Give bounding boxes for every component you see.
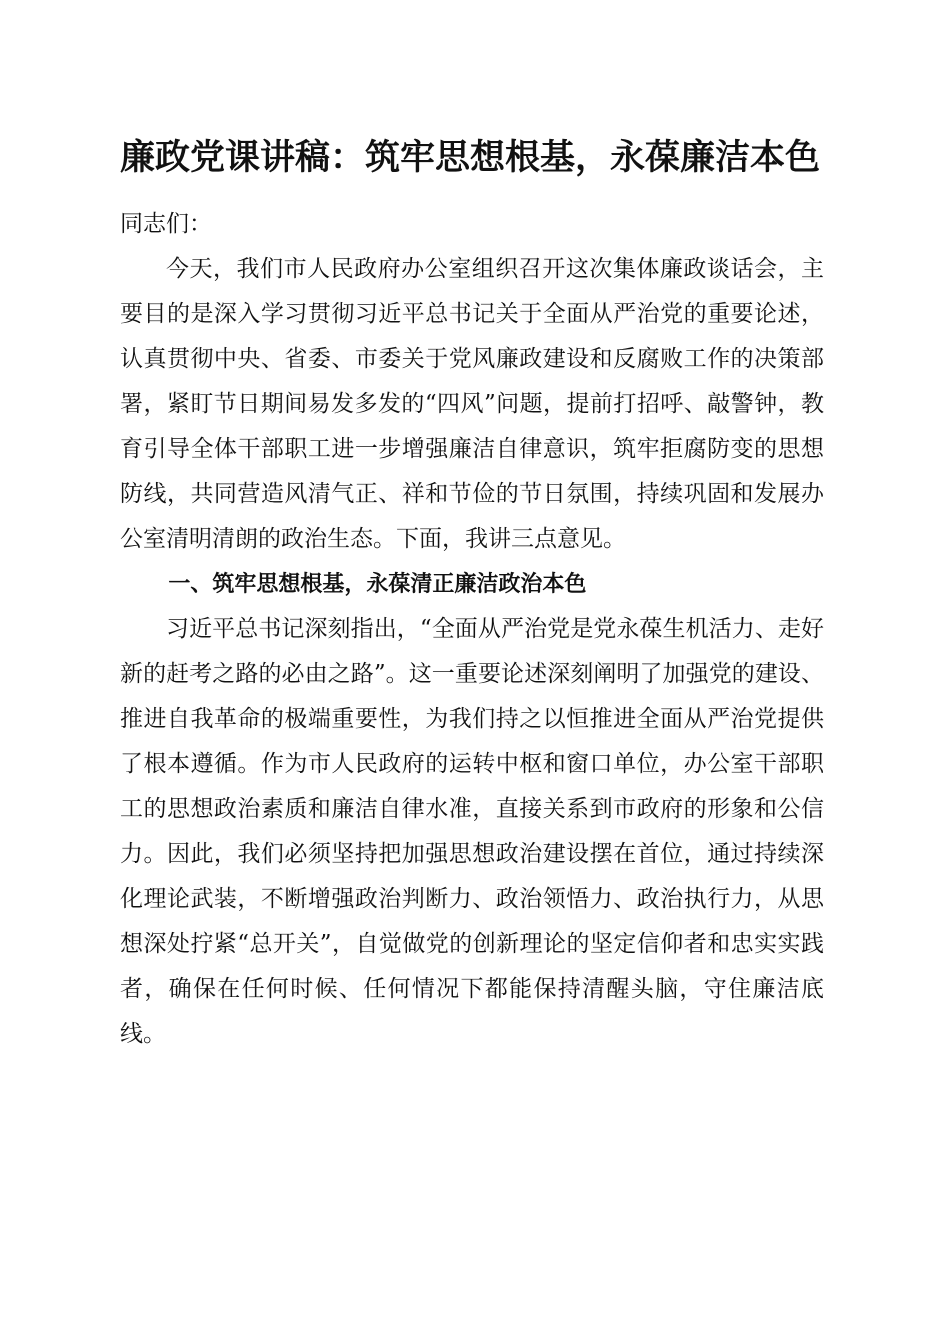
document-title: 廉政党课讲稿：筑牢思想根基，永葆廉洁本色 bbox=[120, 137, 821, 178]
salutation: 同志们： bbox=[120, 211, 212, 237]
section-heading: 一、筑牢思想根基，永葆清正廉洁政治本色 bbox=[168, 572, 587, 597]
document-body bbox=[120, 202, 824, 1057]
section-paragraph: 习近平总书记深刻指出，“全面从严治党是党永葆生机活力、走好新的赶考之路的必由之路”。这一重要论述深刻阐明了加强党的建设、推进自我革命的极端重要性，为我们持之以恒推进全面从严治党提供了根本遵循。作为市人民政府的运转中枢和窗口单位，办公室干部职工的思想政治素质和廉洁自律水准，直接关系到市政府的形象和公信力。因此，我们必须坚持把加强思想政治建设摆在首位，通过持续深化理论武装，不断增强政治判断力、政治领悟力、政治执行力，从思想深处拧紧“总开关”，自觉做党的创新理论的坚定信仰者和忠实实践者，确保在任何时候、任何情况下都能保持清醒头脑，守住廉洁底线。 bbox=[120, 616, 824, 1047]
intro-paragraph: 今天，我们市人民政府办公室组织召开这次集体廉政谈话会，主要目的是深入学习贯彻习近平总书记关于全面从严治党的重要论述，认真贯彻中央、省委、市委关于党风廉政建设和反腐败工作的决策部署，紧盯节日期间易发多发的“四风”问题，提前打招呼、敲警钟，教育引导全体干部职工进一步增强廉洁自律意识，筑牢拒腐防变的思想防线，共同营造风清气正、祥和节俭的节日氛围，持续巩固和发展办公室清明清朗的政治生态。下面，我讲三点意见。 bbox=[120, 256, 824, 552]
